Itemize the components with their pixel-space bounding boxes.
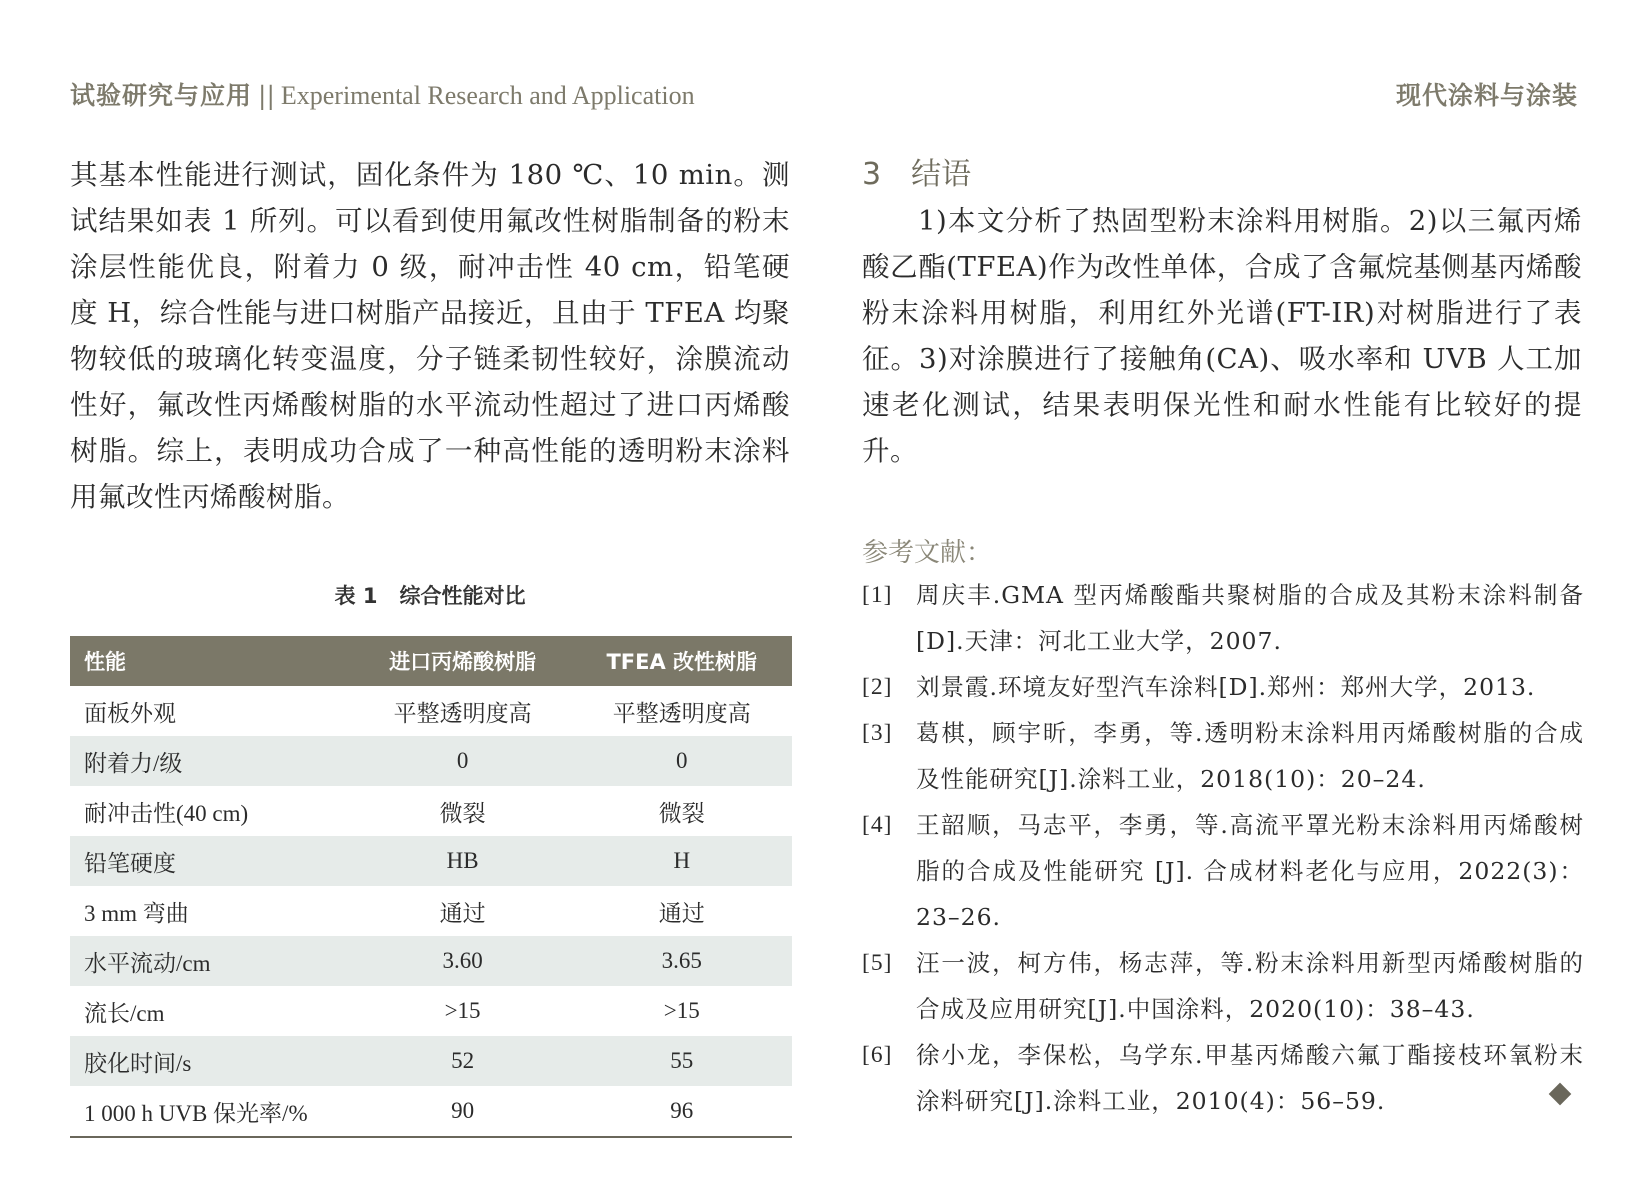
comparison-table <box>70 636 792 1138</box>
table-row <box>70 1086 792 1137</box>
reference-item <box>862 802 1584 940</box>
table-cell: 耐冲击性(40 cm) <box>84 800 249 826</box>
table-cell: H <box>572 836 792 886</box>
table-row <box>70 736 792 786</box>
reference-text: 王韶顺，马志平，李勇，等.高流平罩光粉末涂料用丙烯酸树脂的合成及性能研究 [J]. 合成材料老化与应用，2022(3)：23–26. <box>916 811 1584 931</box>
table-row <box>70 1036 792 1086</box>
table-cell: 96 <box>670 1098 694 1123</box>
table-cell: 通过 <box>658 900 705 926</box>
table-header-cell: TFEA 改性树脂 <box>572 636 792 686</box>
table-row <box>70 986 792 1036</box>
table-cell: 平整透明度高 <box>393 700 532 726</box>
section-name-cn: 试验研究与应用 <box>70 81 253 110</box>
table-cell: 附着力/级 <box>70 736 354 786</box>
table-cell: 3.65 <box>572 936 792 986</box>
table-cell: 胶化时间/s <box>70 1036 354 1086</box>
table-cell: 3.60 <box>354 936 572 986</box>
reference-text: 周庆丰.GMA 型丙烯酸酯共聚树脂的合成及其粉末涂料制备[D].天津：河北工业大学，2007. <box>916 581 1584 655</box>
table-cell: 通过 <box>439 900 486 926</box>
table-caption-label: 表 1 <box>334 584 378 608</box>
reference-number: [4] <box>862 812 893 838</box>
table-cell: HB <box>354 836 572 886</box>
reference-item <box>862 664 1584 710</box>
running-header-section <box>70 76 695 112</box>
table-cell: >15 <box>663 998 700 1023</box>
table-cell: 微裂 <box>658 800 705 826</box>
table-cell: 流长/cm <box>84 1000 165 1026</box>
table-cell: 0 <box>572 736 792 786</box>
table-cell: 铅笔硬度 <box>70 836 354 886</box>
table-cell: 平整透明度高 <box>612 700 751 726</box>
section-name-en: Experimental Research and Application <box>280 81 695 110</box>
reference-item <box>862 710 1584 802</box>
reference-number: [6] <box>862 1042 893 1068</box>
table-cell: 0 <box>354 736 572 786</box>
table-cell: 面板外观 <box>84 700 176 726</box>
reference-text: 刘景霞.环境友好型汽车涂料[D].郑州：郑州大学，2013. <box>916 673 1536 701</box>
reference-text: 葛棋，顾宇昕，李勇，等.透明粉末涂料用丙烯酸树脂的合成及性能研究[J].涂料工业，2018(10)：20–24. <box>916 719 1584 793</box>
reference-number: [5] <box>862 950 893 976</box>
table-header-cell: 进口丙烯酸树脂 <box>354 636 572 686</box>
references-heading: 参考文献： <box>862 538 993 568</box>
reference-text: 徐小龙，李保松，乌学东.甲基丙烯酸六氟丁酯接枝环氧粉末涂料研究[J].涂料工业，2010(4)：56–59. <box>916 1041 1584 1115</box>
table-cell: 90 <box>451 1098 475 1123</box>
journal-name: 现代涂料与涂装 <box>1395 81 1578 110</box>
references-list <box>862 572 1584 1124</box>
table-row <box>70 836 792 886</box>
table-row <box>70 886 792 936</box>
reference-item <box>862 1032 1584 1124</box>
table-header-row <box>70 636 792 686</box>
table-caption-title: 综合性能对比 <box>399 584 526 608</box>
table-cell: 水平流动/cm <box>70 936 354 986</box>
reference-number: [2] <box>862 674 893 700</box>
table-cell: >15 <box>444 998 481 1023</box>
left-column <box>70 152 790 520</box>
right-column <box>862 152 1582 474</box>
conclusion-paragraph: 1)本文分析了热固型粉末涂料用树脂。2)以三氟丙烯酸乙酯(TFEA)作为改性单体，合成了含氟烷基侧基丙烯酸粉末涂料用树脂，利用红外光谱(FT-IR)对树脂进行了表征。3)对涂膜进行了接触角(CA)、吸水率和 UVB 人工加速老化测试，结果表明保光性和耐水性能有比较好的提升。 <box>862 205 1582 467</box>
table-cell: 3 mm 弯曲 <box>84 900 189 926</box>
table-row <box>70 936 792 986</box>
section-number: 3 <box>862 157 882 192</box>
reference-number: [1] <box>862 582 893 608</box>
table-cell: 52 <box>354 1036 572 1086</box>
table-caption <box>70 580 790 610</box>
table-header-cell: 性能 <box>70 636 354 686</box>
reference-item <box>862 940 1584 1032</box>
table-cell: 55 <box>572 1036 792 1086</box>
table-row <box>70 786 792 836</box>
table-cell: 1 000 h UVB 保光率/% <box>84 1100 308 1126</box>
reference-text: 汪一波，柯方伟，杨志萍，等.粉末涂料用新型丙烯酸树脂的合成及应用研究[J].中国涂料，2020(10)：38–43. <box>916 949 1584 1023</box>
header-separator: || <box>258 81 275 110</box>
table-row <box>70 686 792 736</box>
reference-item <box>862 572 1584 664</box>
reference-number: [3] <box>862 720 893 746</box>
body-paragraph: 其基本性能进行测试，固化条件为 180 ℃、10 min。测试结果如表 1 所列。可以看到使用氟改性树脂制备的粉末涂层性能优良，附着力 0 级，耐冲击性 40 cm，铅笔硬度 H，综合性能与进口树脂产品接近，且由于 TFEA 均聚物较低的玻璃化转变温度，分子链柔韧性较好，涂膜流动性好，氟改性丙烯酸树脂的水平流动性超过了进口丙烯酸树脂。综上，表明成功合成了一种高性能的透明粉末涂料用氟改性丙烯酸树脂。 <box>70 159 790 513</box>
section-heading <box>862 152 1582 198</box>
section-title: 结语 <box>911 157 972 192</box>
table-cell: 微裂 <box>439 800 486 826</box>
